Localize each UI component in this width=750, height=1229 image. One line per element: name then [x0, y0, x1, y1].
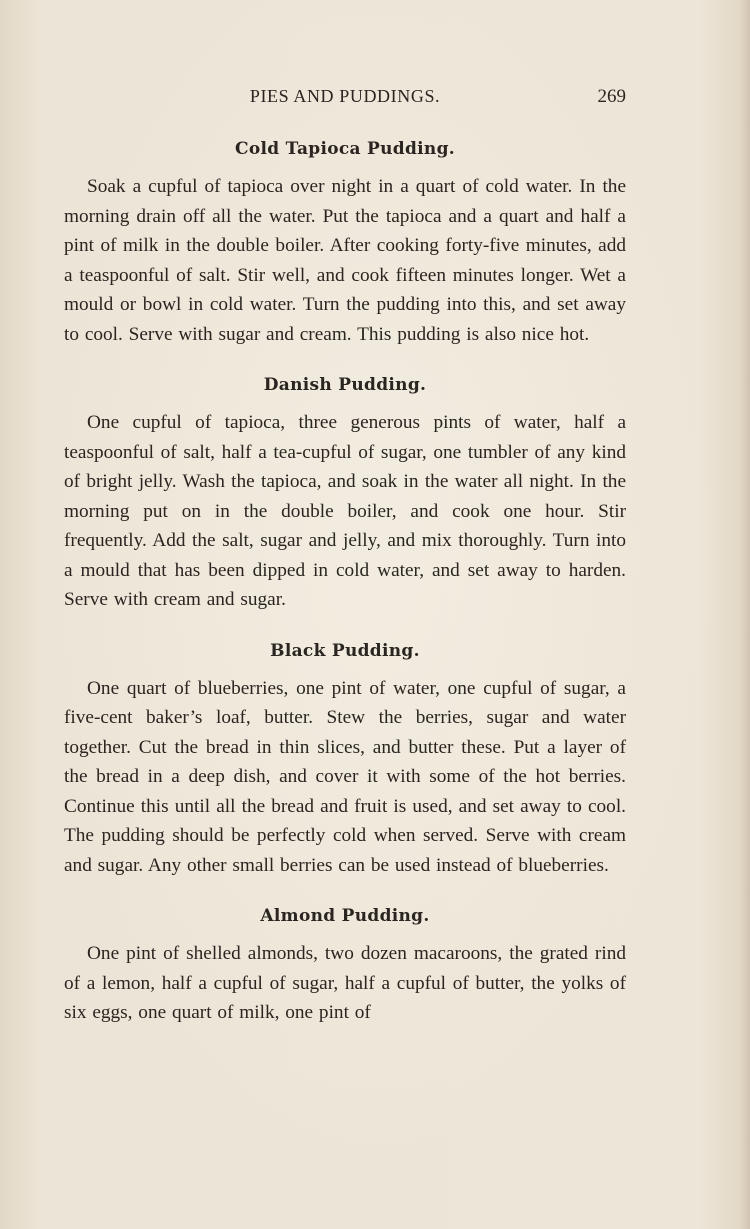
recipe-cold-tapioca-pudding	[64, 134, 626, 349]
recipe-title: Almond Pudding.	[260, 906, 430, 926]
recipe-text: Soak a cupful of tapioca over night in a quart of cold water. In the morning drain off all the water. Put the tapioca and a quart and half a pint of milk in the double boiler. After cooking forty-five minutes, add a teaspoonful of salt. Stir well, and cook fifteen minutes longer. Wet a mould or bowl in cold water. Turn the pudding into this, and set away to cool. Serve with sugar and cream. This pudding is also nice hot.	[64, 176, 626, 345]
running-title: PIES AND PUDDINGS.	[249, 86, 441, 106]
recipe-title: Danish Pudding.	[263, 375, 427, 395]
recipe-text: One quart of blueberries, one pint of water, one cupful of sugar, a five-cent baker’s loaf, butter. Stew the berries, sugar and water together. Cut the bread in thin slices, and butter these. Put a layer of the bread in a deep dish, and cover it with some of the hot berries. Continue this until all the bread and fruit is used, and set away to cool. The pudding should be perfectly cold when served. Serve with cream and sugar. Any other small berries can be used instead of blueberries.	[64, 677, 626, 876]
recipe-black-pudding	[64, 636, 626, 881]
page-number: 269	[597, 86, 626, 107]
recipe-text: One cupful of tapioca, three generous pints of water, half a teaspoonful of salt, half a tea-cupful of sugar, one tumbler of any kind of bright jelly. Wash the tapioca, and soak in the water all night. In the morning put on in the double boiler, and cook one hour. Stir frequently. Add the salt, sugar and jelly, and mix thoroughly. Turn into a mould that has been dipped in cold water, and set away to harden. Serve with cream and sugar.	[64, 412, 626, 610]
recipe-title: Black Pudding.	[270, 640, 420, 661]
recipe-title: Cold Tapioca Pudding.	[235, 139, 455, 159]
recipe-text: One pint of shelled almonds, two dozen macaroons, the grated rind of a lemon, half a cupful of sugar, half a cupful of butter, the yolks of six eggs, one quart of milk, one pint of	[64, 943, 626, 1023]
recipe-danish-pudding	[64, 370, 626, 615]
page-edge-shadow	[740, 0, 750, 1229]
page-header	[64, 86, 626, 110]
page-content	[64, 134, 626, 1028]
recipe-almond-pudding	[64, 901, 626, 1028]
